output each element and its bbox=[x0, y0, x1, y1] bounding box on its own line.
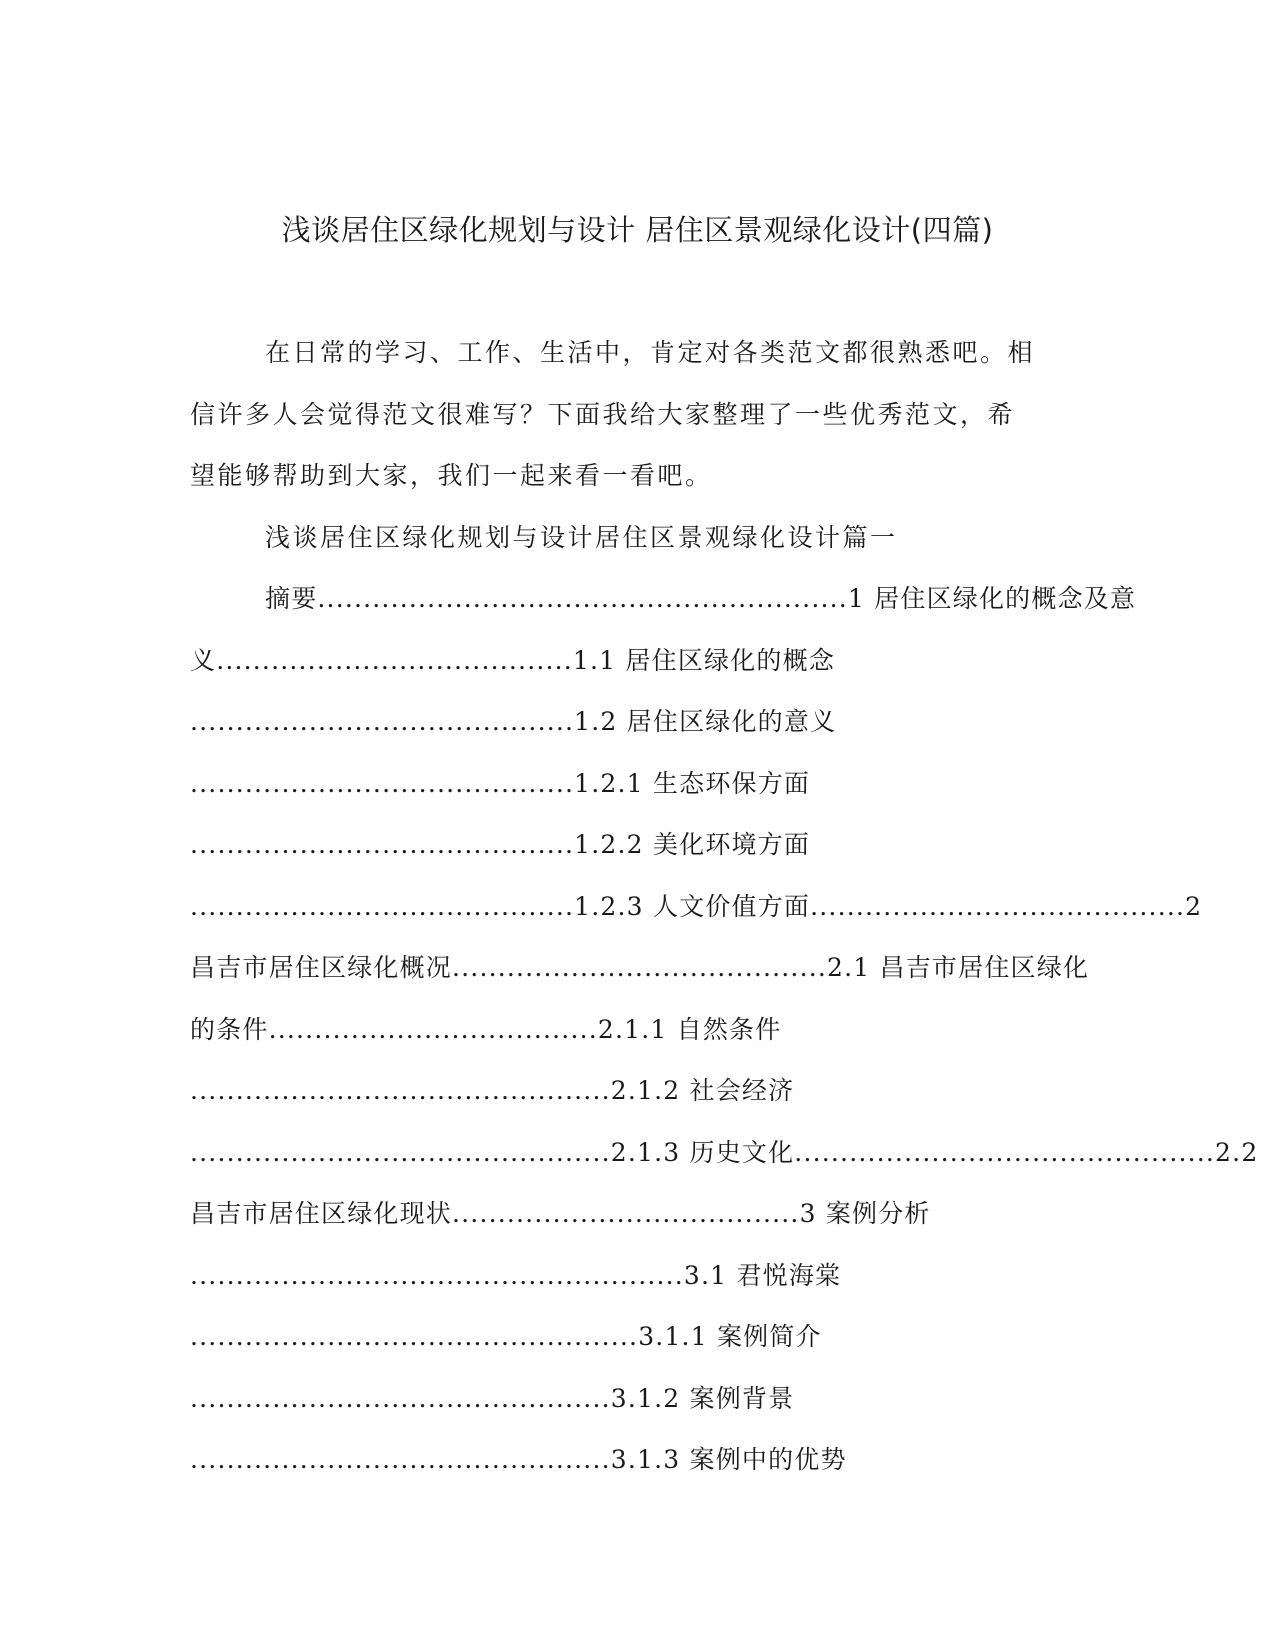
toc-line: ..............................................2.1.2 社会经济 bbox=[190, 1076, 795, 1105]
toc-line: 的条件....................................2.1.1 自然条件 bbox=[190, 1014, 782, 1044]
toc-line: ..........................................1.2.2 美化环境方面 bbox=[190, 830, 811, 859]
intro-line-1: 在日常的学习、工作、生活中，肯定对各类范文都很熟悉吧。相 bbox=[265, 338, 1036, 367]
toc-line: .................................................3.1.1 案例简介 bbox=[190, 1322, 822, 1351]
toc-line: ..............................................3.1.3 案例中的优势 bbox=[190, 1445, 847, 1474]
toc-line: ..............................................3.1.2 案例背景 bbox=[190, 1383, 795, 1413]
toc-line: ..............................................2.1.3 历史文化..............................................2.2 bbox=[190, 1137, 1259, 1167]
document-title: 浅谈居住区绿化规划与设计 居住区景观绿化设计(四篇) bbox=[281, 213, 994, 247]
intro-line-3: 望能够帮助到大家，我们一起来看一看吧。 bbox=[190, 461, 713, 490]
intro-line-2: 信许多人会觉得范文很难写？下面我给大家整理了一些优秀范文，希 bbox=[190, 399, 1016, 429]
toc-line: 昌吉市居住区绿化现状......................................3 案例分析 bbox=[190, 1199, 931, 1228]
toc-line: 昌吉市居住区绿化概况.........................................2.1 昌吉市居住区绿化 bbox=[190, 953, 1090, 982]
toc-line: 摘要..........................................................1 居住区绿化的概念及意 bbox=[265, 584, 1137, 613]
toc-line: ......................................................3.1 君悦海棠 bbox=[190, 1260, 842, 1290]
section-heading: 浅谈居住区绿化规划与设计居住区景观绿化设计篇一 bbox=[265, 522, 898, 552]
toc-line: 义.......................................1.1 居住区绿化的概念 bbox=[190, 645, 836, 675]
document-body bbox=[190, 335, 1259, 1504]
toc-line: ..........................................1.2.3 人文价值方面.........................................2 bbox=[190, 891, 1203, 921]
toc-line: ..........................................1.2 居住区绿化的意义 bbox=[190, 707, 837, 736]
toc-line: ..........................................1.2.1 生态环保方面 bbox=[190, 768, 811, 798]
